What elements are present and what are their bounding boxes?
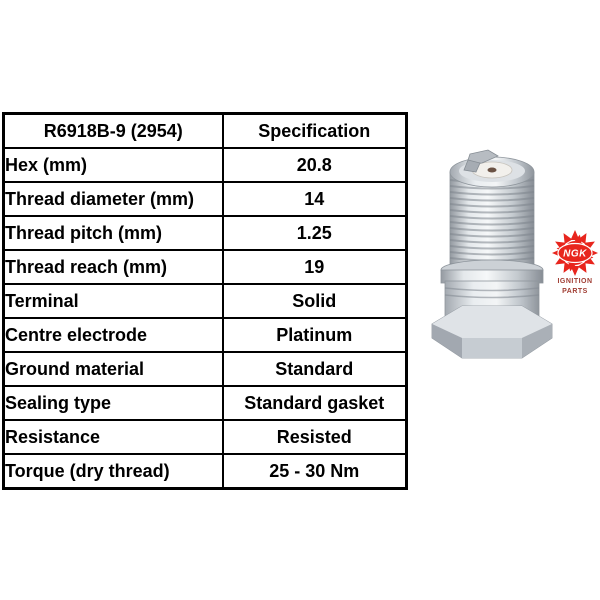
- table-row: [4, 284, 407, 318]
- spark-plug-gasket: [441, 260, 543, 283]
- table-row: [4, 148, 407, 182]
- spec-value-cell: Platinum: [223, 318, 407, 352]
- ngk-tagline: [548, 277, 600, 297]
- spec-label-cell: Thread reach (mm): [4, 250, 223, 284]
- spec-value-cell: 19: [223, 250, 407, 284]
- spec-table-header-model: R6918B-9 (2954): [4, 114, 223, 149]
- spec-value-cell: Resisted: [223, 420, 407, 454]
- spark-plug-hex: [432, 306, 552, 358]
- table-row: [4, 386, 407, 420]
- spec-label-cell: Centre electrode: [4, 318, 223, 352]
- ngk-brand-text: NGK: [563, 248, 587, 260]
- ngk-tagline-line1: IGNITION: [557, 278, 593, 285]
- spec-table-header-row: [4, 114, 407, 149]
- spec-value-cell: 1.25: [223, 216, 407, 250]
- spec-label-cell: Thread pitch (mm): [4, 216, 223, 250]
- spec-value-cell: 20.8: [223, 148, 407, 182]
- spec-value-cell: 25 - 30 Nm: [223, 454, 407, 489]
- spark-plug-firing-end: [450, 150, 534, 187]
- table-row: [4, 318, 407, 352]
- spec-label-cell: Terminal: [4, 284, 223, 318]
- table-row: [4, 250, 407, 284]
- centre-electrode-tip: [488, 168, 497, 173]
- spec-label-cell: Hex (mm): [4, 148, 223, 182]
- spark-plug-photo: [426, 148, 558, 360]
- spec-label-cell: Sealing type: [4, 386, 223, 420]
- ngk-logo: [551, 229, 599, 277]
- spec-value-cell: Standard gasket: [223, 386, 407, 420]
- spec-value-cell: 14: [223, 182, 407, 216]
- spec-value-cell: Standard: [223, 352, 407, 386]
- spec-table-header-spec: Specification: [223, 114, 407, 149]
- ngk-sunburst-icon: [551, 229, 599, 277]
- spec-table: [2, 112, 408, 490]
- spec-label-cell: Resistance: [4, 420, 223, 454]
- spec-label-cell: Ground material: [4, 352, 223, 386]
- table-row: [4, 182, 407, 216]
- table-row: [4, 216, 407, 250]
- spec-label-cell: Torque (dry thread): [4, 454, 223, 489]
- ngk-tagline-line2: PARTS: [562, 288, 588, 296]
- spark-plug-icon: [426, 148, 558, 360]
- spec-value-cell: Solid: [223, 284, 407, 318]
- spec-label-cell: Thread diameter (mm): [4, 182, 223, 216]
- table-row: [4, 352, 407, 386]
- table-row: [4, 454, 407, 489]
- table-row: [4, 420, 407, 454]
